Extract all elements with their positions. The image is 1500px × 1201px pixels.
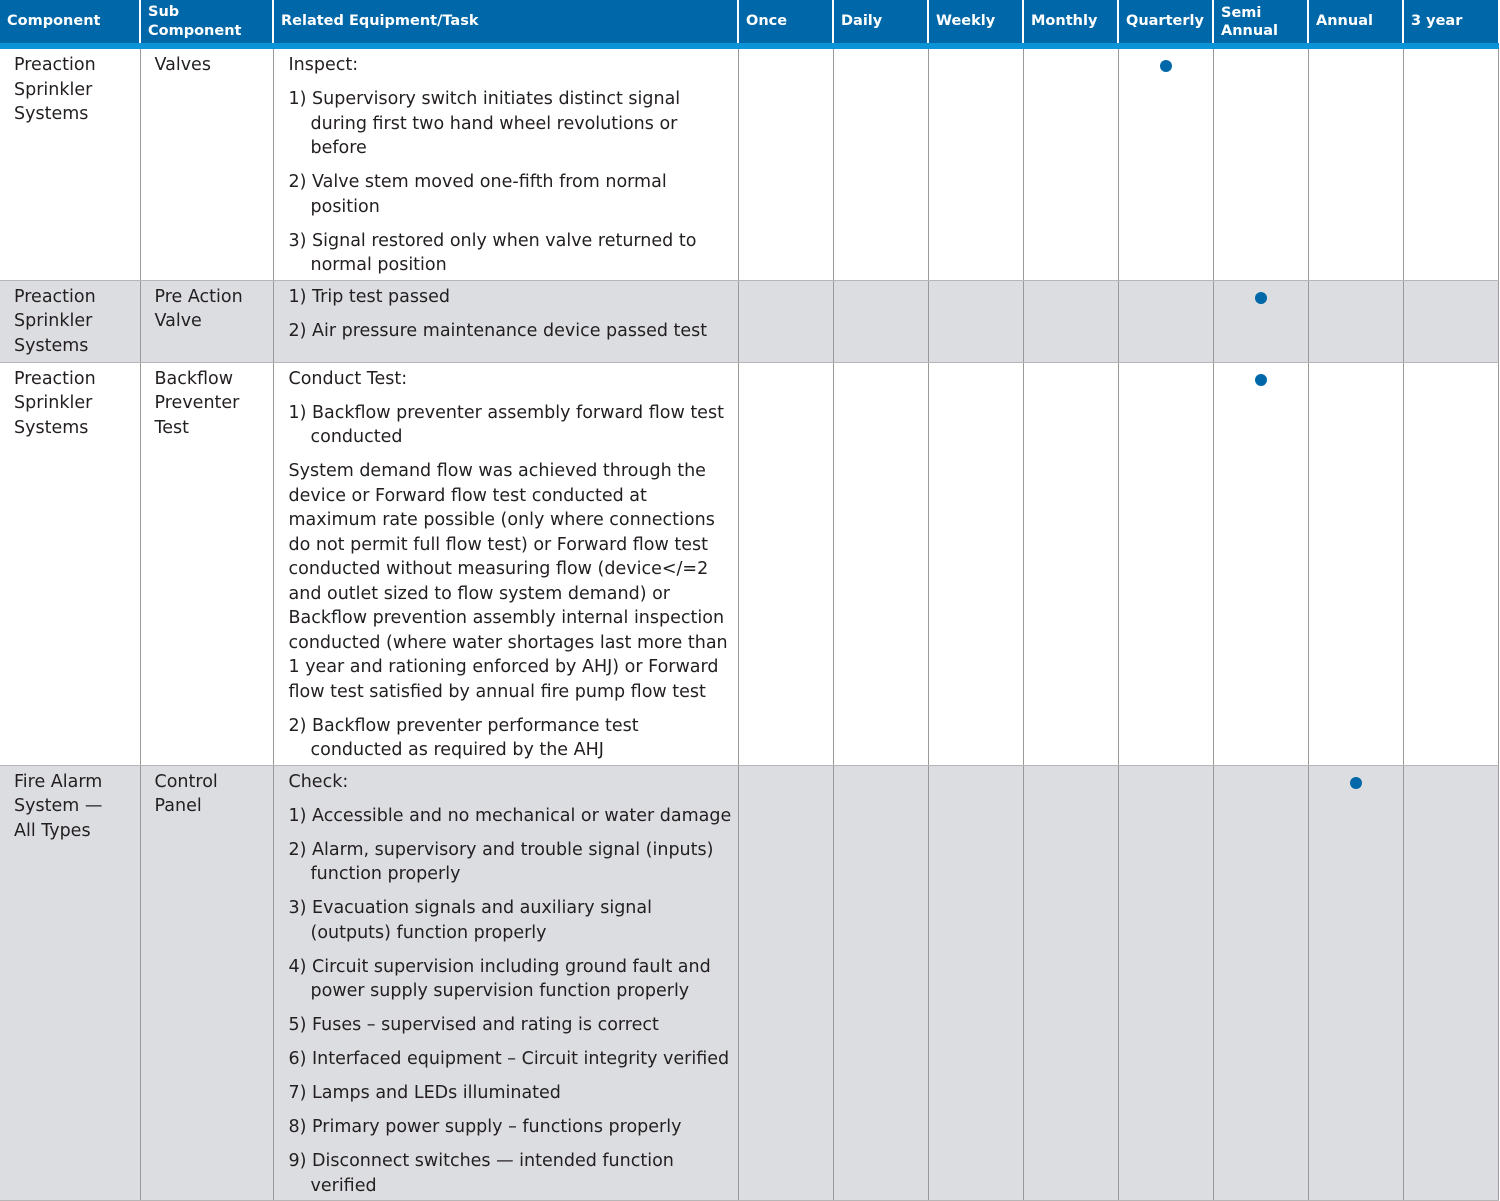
freq-cell-3-year	[1403, 765, 1498, 1201]
task-item: 2) Alarm, supervisory and trouble signal (inputs) function properly	[288, 839, 714, 884]
frequency-dot-icon	[1350, 777, 1362, 789]
header-annual: Annual	[1308, 0, 1403, 46]
freq-cell-daily	[833, 362, 928, 765]
freq-cell-weekly	[928, 280, 1023, 362]
header-component: Component	[0, 0, 140, 46]
freq-cell-quarterly	[1118, 765, 1213, 1201]
header-row	[0, 0, 1498, 46]
task-item: 3) Evacuation signals and auxiliary signal (outputs) function properly	[288, 898, 652, 943]
frequency-dot-icon	[1160, 60, 1172, 72]
task-item: 2) Backflow preventer performance test conducted as required by the AHJ	[288, 715, 639, 760]
freq-cell-3-year	[1403, 46, 1498, 280]
freq-cell-semi-annual	[1213, 362, 1308, 765]
freq-cell-3-year	[1403, 362, 1498, 765]
task-cell	[273, 280, 738, 362]
frequency-dot-icon	[1255, 292, 1267, 304]
header-daily: Daily	[833, 0, 928, 46]
freq-cell-weekly	[928, 46, 1023, 280]
task-paragraph: System demand flow was achieved through the device or Forward flow test conducted at maximum rate possible (only where connections do not permit full flow test) or Forward flow test conducted without measuring flow (device</=2 and outlet sized to flow system demand) or Backflow prevention assembly internal inspection conducted (where water shortages last more than 1 year and rationing enforced by AHJ) or Forward flow test satisfied by annual fire pump flow test	[288, 461, 728, 702]
task-intro: Inspect:	[288, 55, 359, 75]
task-cell	[273, 46, 738, 280]
task-item: 1) Trip test passed	[288, 286, 450, 307]
task-item: 2) Air pressure maintenance device passed test	[288, 320, 708, 341]
freq-cell-once	[738, 765, 833, 1201]
task-item: 2) Valve stem moved one-fifth from normal position	[288, 172, 667, 217]
task-item: 1) Supervisory switch initiates distinct signal during first two hand wheel revolutions or before	[288, 89, 681, 158]
freq-cell-annual	[1308, 362, 1403, 765]
freq-cell-quarterly	[1118, 46, 1213, 280]
task-item: 1) Accessible and no mechanical or water damage	[288, 805, 732, 826]
freq-cell-daily	[833, 280, 928, 362]
freq-cell-monthly	[1023, 46, 1118, 280]
freq-cell-annual	[1308, 280, 1403, 362]
component-cell: Preaction Sprinkler Systems	[0, 362, 140, 765]
task-cell	[273, 362, 738, 765]
freq-cell-daily	[833, 46, 928, 280]
sub-component-cell: Backflow Preventer Test	[140, 362, 273, 765]
header-semi-annual: Semi Annual	[1213, 0, 1308, 46]
sub-component-cell: Control Panel	[140, 765, 273, 1201]
freq-cell-quarterly	[1118, 362, 1213, 765]
task-item: 9) Disconnect switches — intended function verified	[288, 1151, 674, 1196]
task-item: 7) Lamps and LEDs illuminated	[288, 1083, 561, 1103]
header-once: Once	[738, 0, 833, 46]
component-cell: Fire Alarm System — All Types	[0, 765, 140, 1201]
freq-cell-annual	[1308, 46, 1403, 280]
freq-cell-once	[738, 46, 833, 280]
header-weekly: Weekly	[928, 0, 1023, 46]
table-row	[0, 280, 1498, 362]
freq-cell-semi-annual	[1213, 280, 1308, 362]
header-3-year: 3 year	[1403, 0, 1498, 46]
header-quarterly: Quarterly	[1118, 0, 1213, 46]
freq-cell-monthly	[1023, 280, 1118, 362]
component-cell: Preaction Sprinkler Systems	[0, 46, 140, 280]
freq-cell-monthly	[1023, 765, 1118, 1201]
frequency-dot-icon	[1255, 374, 1267, 386]
task-intro: Check:	[288, 771, 349, 792]
task-cell	[273, 765, 738, 1201]
task-item: 8) Primary power supply – functions properly	[288, 1117, 682, 1137]
table-row	[0, 765, 1498, 1201]
table-row	[0, 362, 1498, 765]
table-row	[0, 46, 1498, 280]
freq-cell-semi-annual	[1213, 46, 1308, 280]
freq-cell-weekly	[928, 362, 1023, 765]
task-item: 5) Fuses – supervised and rating is correct	[288, 1015, 659, 1035]
header-monthly: Monthly	[1023, 0, 1118, 46]
sub-component-cell: Pre Action Valve	[140, 280, 273, 362]
task-item: 1) Backflow preventer assembly forward flow test conducted	[288, 402, 724, 447]
freq-cell-quarterly	[1118, 280, 1213, 362]
task-intro: Conduct Test:	[288, 368, 408, 389]
freq-cell-3-year	[1403, 280, 1498, 362]
freq-cell-annual	[1308, 765, 1403, 1201]
freq-cell-monthly	[1023, 362, 1118, 765]
freq-cell-semi-annual	[1213, 765, 1308, 1201]
task-item: 6) Interfaced equipment – Circuit integrity verified	[288, 1049, 730, 1069]
header-task: Related Equipment/Task	[273, 0, 738, 46]
freq-cell-daily	[833, 765, 928, 1201]
freq-cell-once	[738, 280, 833, 362]
task-item: 4) Circuit supervision including ground fault and power supply supervision function properly	[288, 956, 711, 1001]
sub-component-cell: Valves	[140, 46, 273, 280]
header-sub-component: Sub Component	[140, 0, 273, 46]
freq-cell-weekly	[928, 765, 1023, 1201]
component-cell: Preaction Sprinkler Systems	[0, 280, 140, 362]
task-item: 3) Signal restored only when valve returned to normal position	[288, 230, 697, 275]
freq-cell-once	[738, 362, 833, 765]
